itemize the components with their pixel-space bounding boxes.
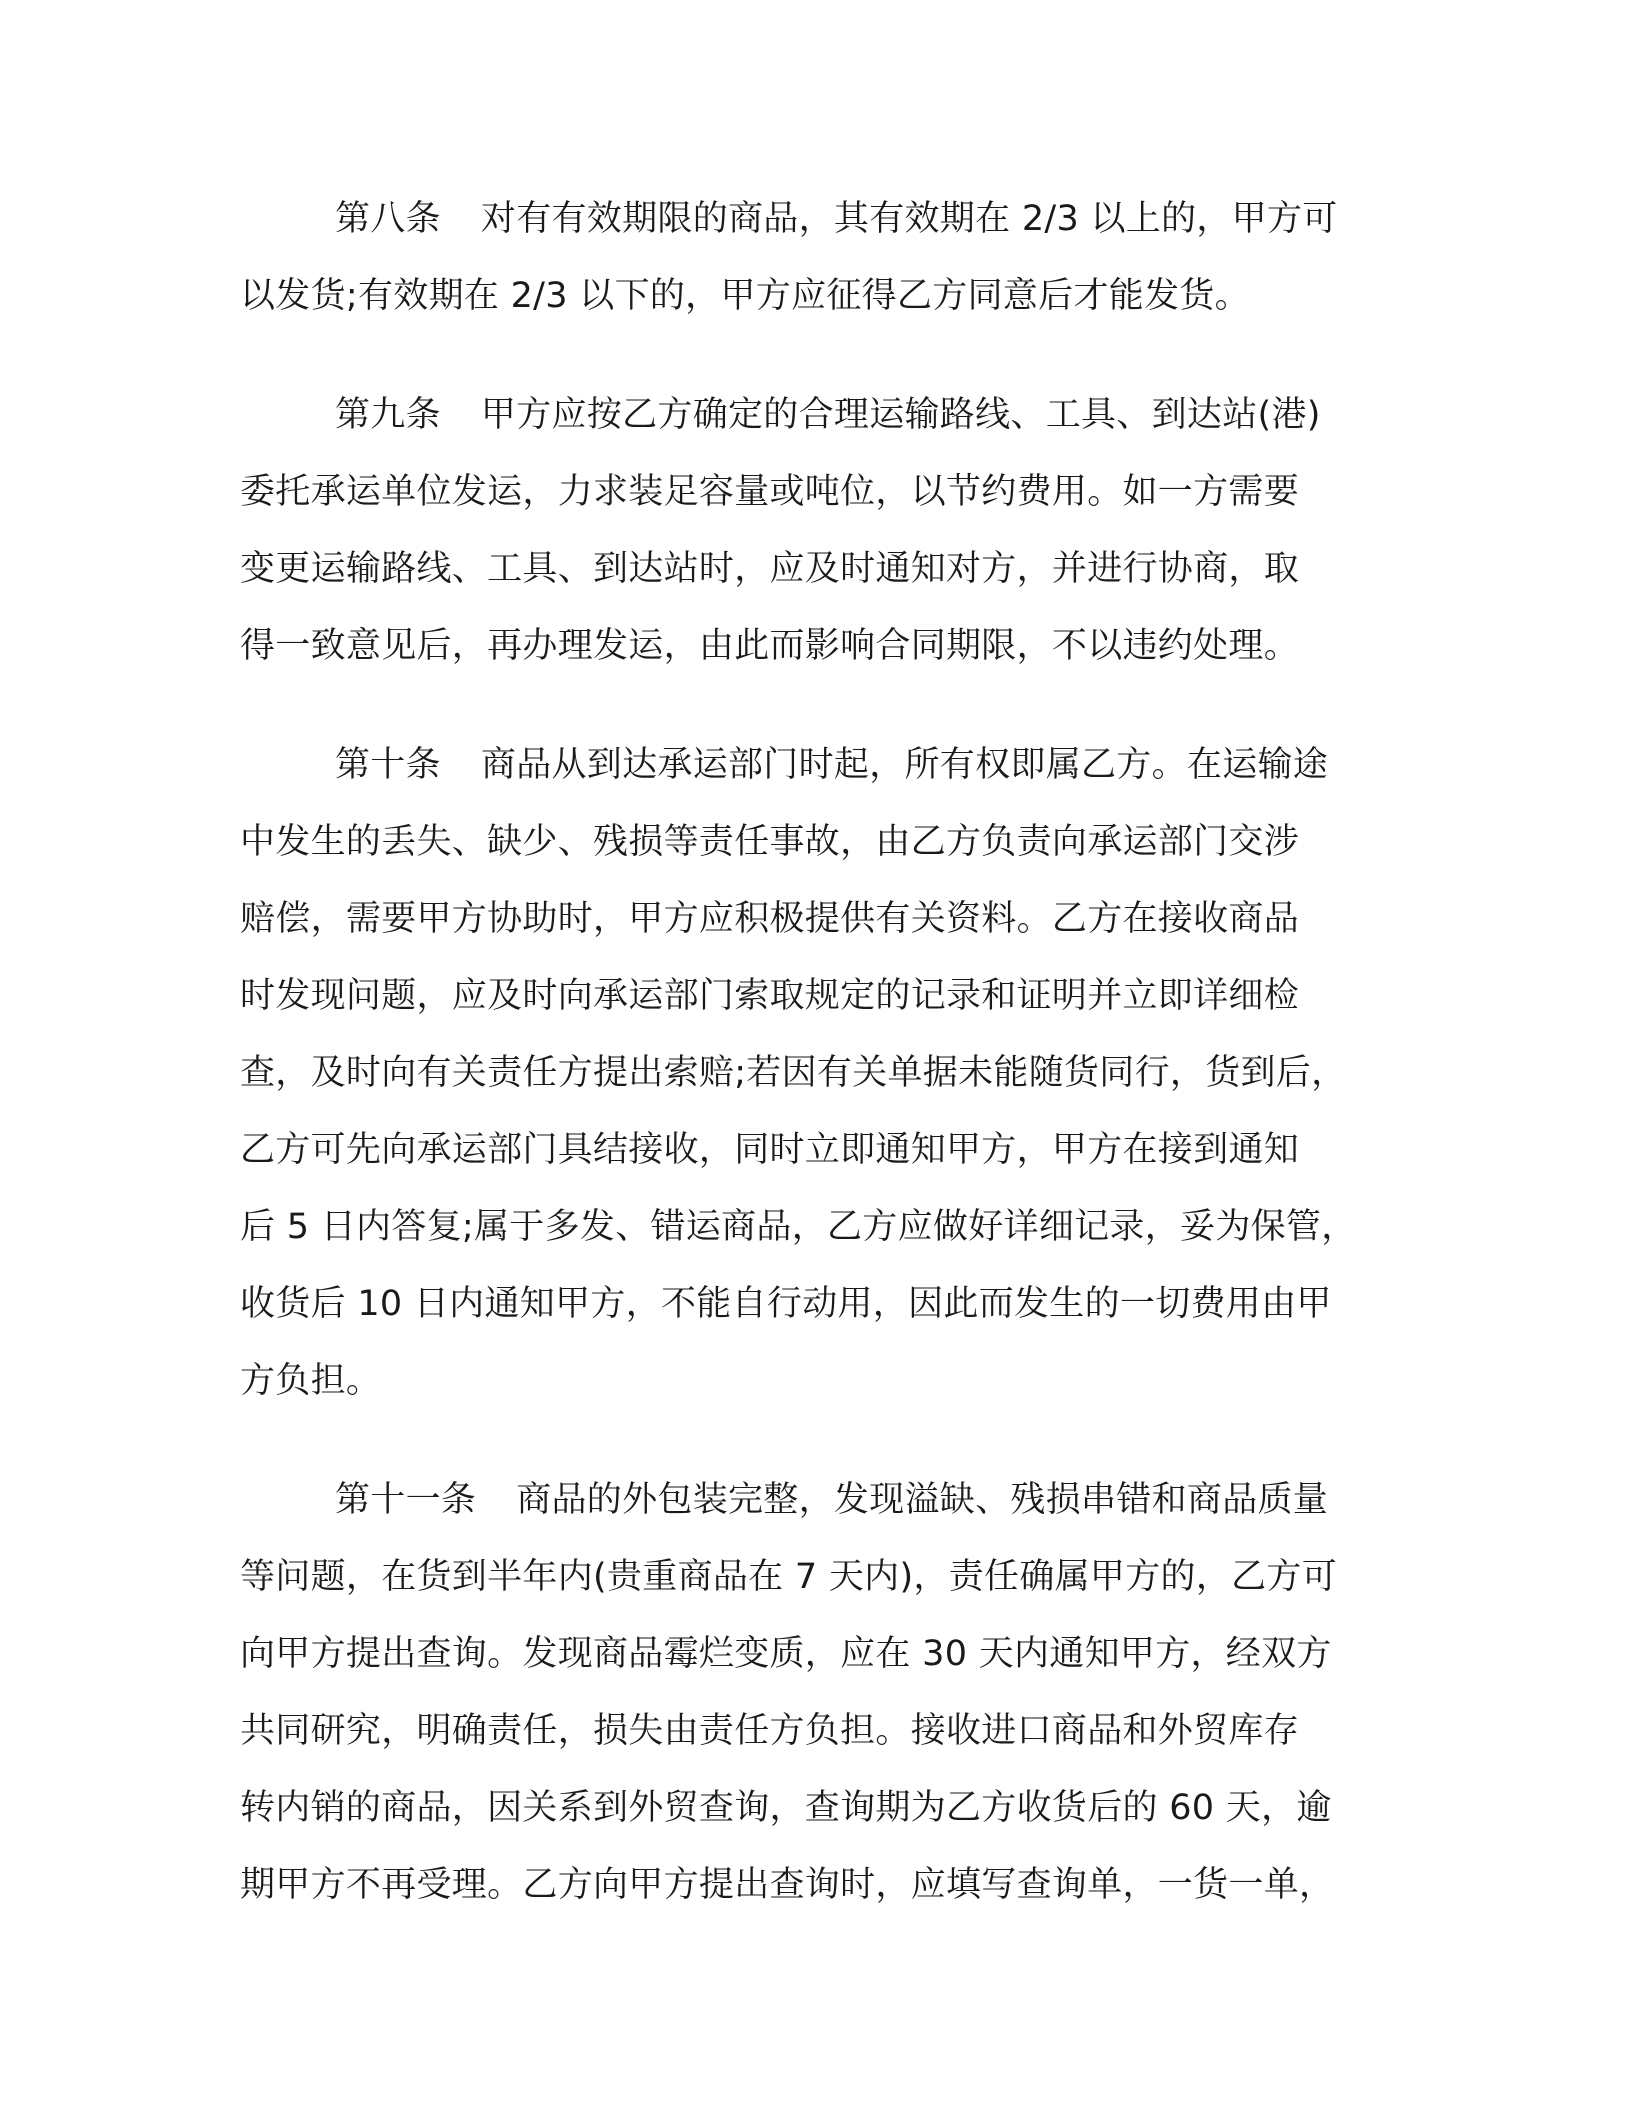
article-line: 等问题，在货到半年内(贵重商品在 7 天内)，责任确属甲方的，乙方可: [240, 1557, 1338, 1597]
article-line: 查，及时向有关责任方提出索赔;若因有关单据未能随货同行，货到后，: [240, 1053, 1347, 1093]
article-line: 共同研究，明确责任，损失由责任方负担。接收进口商品和外贸库存: [240, 1711, 1300, 1751]
article-line: 第十条 商品从到达承运部门时起，所有权即属乙方。在运输途: [335, 745, 1329, 785]
article-line: 第十一条 商品的外包装完整，发现溢缺、残损串错和商品质量: [335, 1480, 1329, 1520]
article-line: 委托承运单位发运，力求装足容量或吨位，以节约费用。如一方需要: [240, 472, 1300, 512]
article-heading: 第八条: [335, 199, 441, 239]
article-line: 收货后 10 日内通知甲方，不能自行动用，因此而发生的一切费用由甲: [240, 1284, 1332, 1324]
document-page: [240, 181, 1390, 1966]
article-line: 赔偿，需要甲方协助时，甲方应积极提供有关资料。乙方在接收商品: [240, 899, 1300, 939]
article-line: 期甲方不再受理。乙方向甲方提出查询时，应填写查询单，一货一单，: [240, 1865, 1335, 1905]
article-heading: 第九条: [335, 395, 441, 435]
article-line: 变更运输路线、工具、到达站时，应及时通知对方，并进行协商，取: [240, 549, 1300, 589]
article-line: 以发货;有效期在 2/3 以下的，甲方应征得乙方同意后才能发货。: [240, 276, 1250, 316]
article-line: 得一致意见后，再办理发运，由此而影响合同期限，不以违约处理。: [240, 626, 1300, 666]
article-line: 后 5 日内答复;属于多发、错运商品，乙方应做好详细记录，妥为保管，: [240, 1207, 1357, 1247]
article-9: [240, 377, 1390, 685]
article-line: 第八条 对有有效期限的商品，其有效期在 2/3 以上的，甲方可: [335, 199, 1338, 239]
article-8: [240, 181, 1390, 335]
article-11: [240, 1462, 1390, 1924]
article-line: 乙方可先向承运部门具结接收，同时立即通知甲方，甲方在接到通知: [240, 1130, 1300, 1170]
article-line: 向甲方提出查询。发现商品霉烂变质，应在 30 天内通知甲方，经双方: [240, 1634, 1332, 1674]
article-line: 转内销的商品，因关系到外贸查询，查询期为乙方收货后的 60 天，逾: [240, 1788, 1332, 1828]
article-line: 时发现问题，应及时向承运部门索取规定的记录和证明并立即详细检: [240, 976, 1300, 1016]
article-heading: 第十条: [335, 745, 441, 785]
article-line: 方负担。: [240, 1361, 382, 1401]
article-heading: 第十一条: [335, 1480, 477, 1520]
article-line: 中发生的丢失、缺少、残损等责任事故，由乙方负责向承运部门交涉: [240, 822, 1300, 862]
article-line: 第九条 甲方应按乙方确定的合理运输路线、工具、到达站(港): [335, 395, 1321, 435]
article-10: [240, 727, 1390, 1420]
